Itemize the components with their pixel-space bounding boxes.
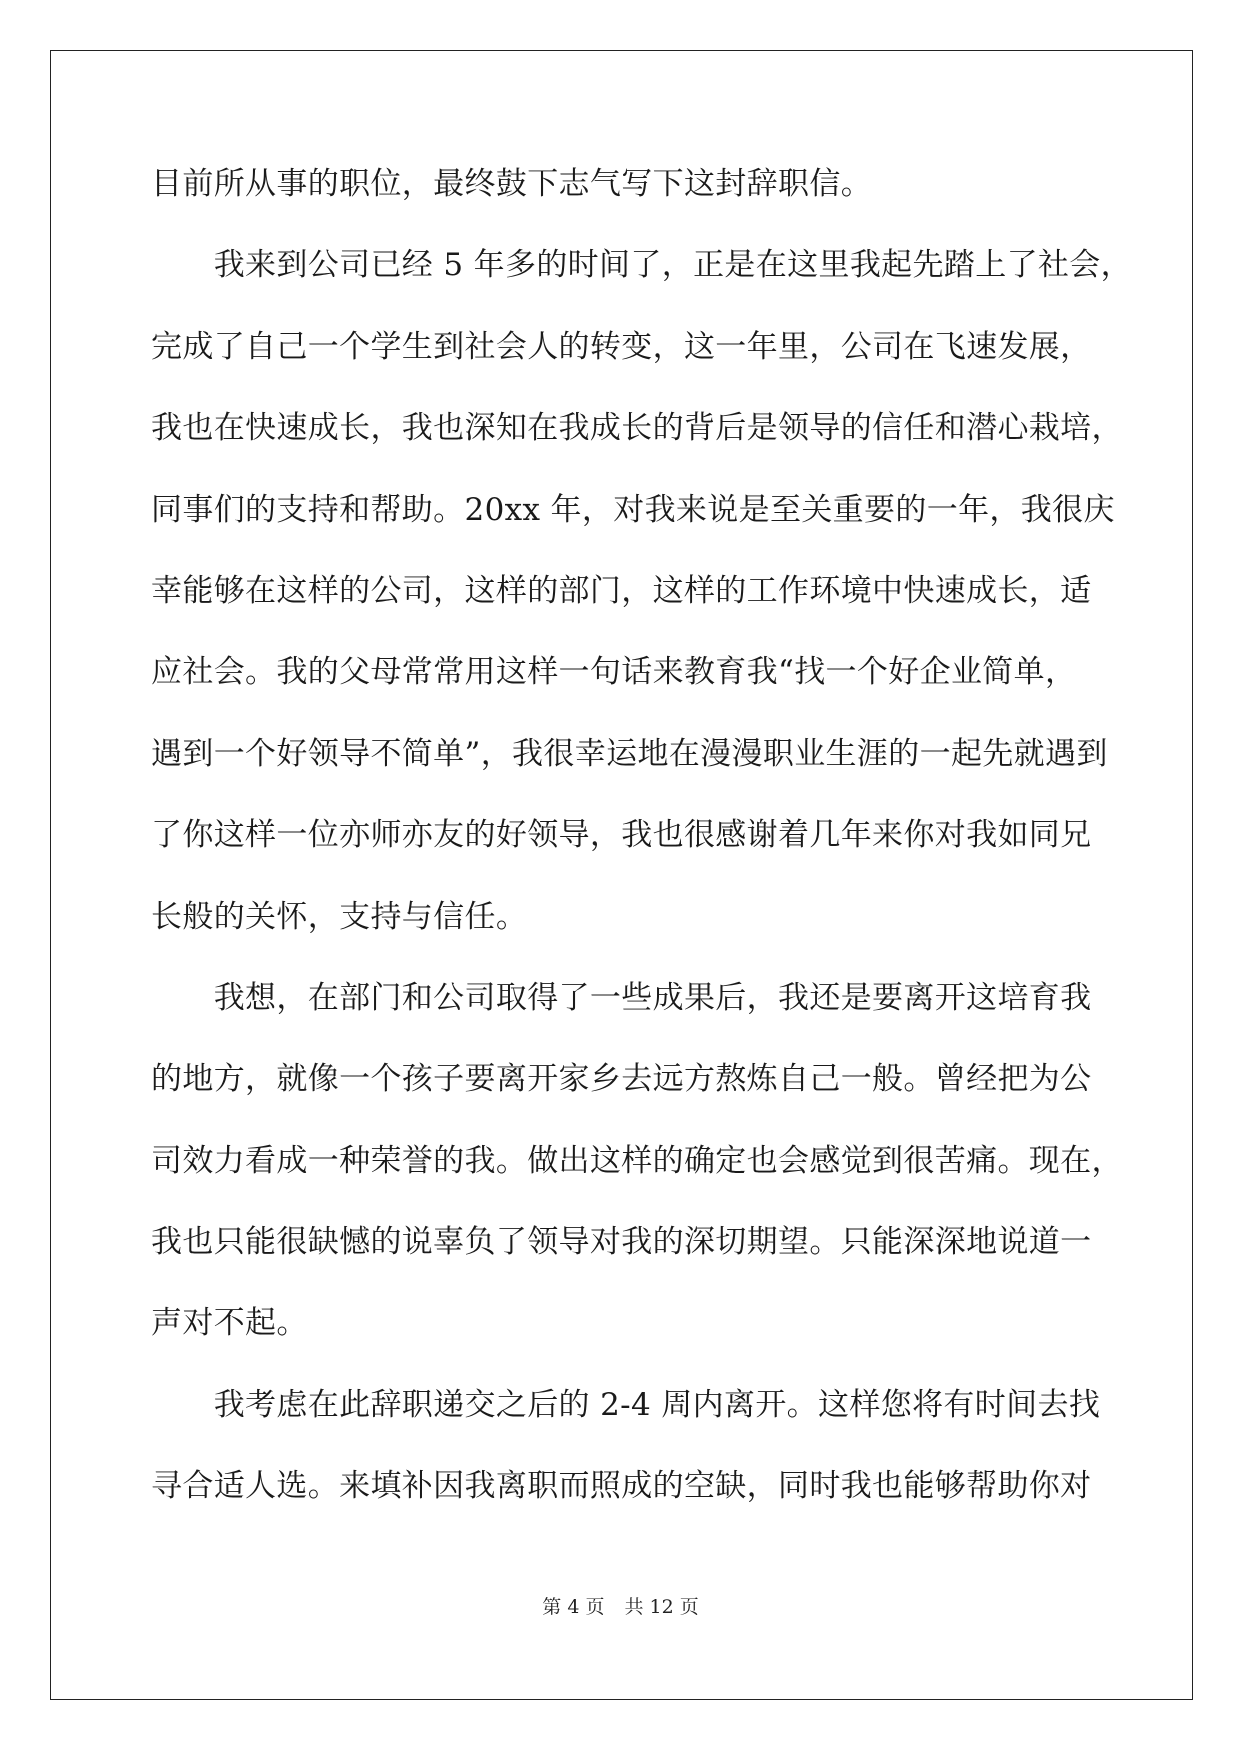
text-line: 长般的关怀，支持与信任。	[151, 898, 528, 935]
text-line: 我想，在部门和公司取得了一些成果后，我还是要离开这培育我	[151, 979, 1092, 1016]
text-line: 应社会。我的父母常常用这样一句话来教育我“找一个好企业简单，	[151, 654, 1077, 691]
text-line: 遇到一个好领导不简单”，我很幸运地在漫漫职业生涯的一起先就遇到	[151, 735, 1108, 772]
page-number: 第 4 页	[542, 1596, 605, 1618]
text-line: 司效力看成一种荣誉的我。做出这样的确定也会感觉到很苦痛。现在，	[151, 1142, 1123, 1179]
text-line: 我考虑在此辞职递交之后的 2-4 周内离开。这样您将有时间去找	[151, 1386, 1101, 1423]
text-line: 完成了自己一个学生到社会人的转变，这一年里，公司在飞速发展，	[151, 328, 1092, 365]
text-line: 幸能够在这样的公司，这样的部门，这样的工作环境中快速成长，适	[151, 572, 1092, 609]
text-line: 了你这样一位亦师亦友的好领导，我也很感谢着几年来你对我如同兄	[151, 817, 1092, 854]
text-line: 的地方，就像一个孩子要离开家乡去远方熬炼自己一般。曾经把为公	[151, 1061, 1092, 1098]
text-line: 寻合适人选。来填补因我离职而照成的空缺，同时我也能够帮助你对	[151, 1468, 1092, 1505]
text-line: 我来到公司已经 5 年多的时间了，正是在这里我起先踏上了社会，	[151, 247, 1132, 284]
text-line: 我也在快速成长，我也深知在我成长的背后是领导的信任和潜心栽培，	[151, 410, 1123, 447]
text-line: 声对不起。	[151, 1305, 308, 1342]
text-line: 同事们的支持和帮助。20xx 年，对我来说是至关重要的一年，我很庆	[151, 491, 1115, 528]
text-line: 我也只能很缺憾的说辜负了领导对我的深切期望。只能深深地说道一	[151, 1224, 1092, 1261]
page-total: 共 12 页	[624, 1596, 699, 1618]
document-body	[151, 160, 1132, 1544]
text-line: 目前所从事的职位，最终鼓下志气写下这封辞职信。	[151, 166, 873, 202]
page-footer	[0, 1592, 1241, 1619]
